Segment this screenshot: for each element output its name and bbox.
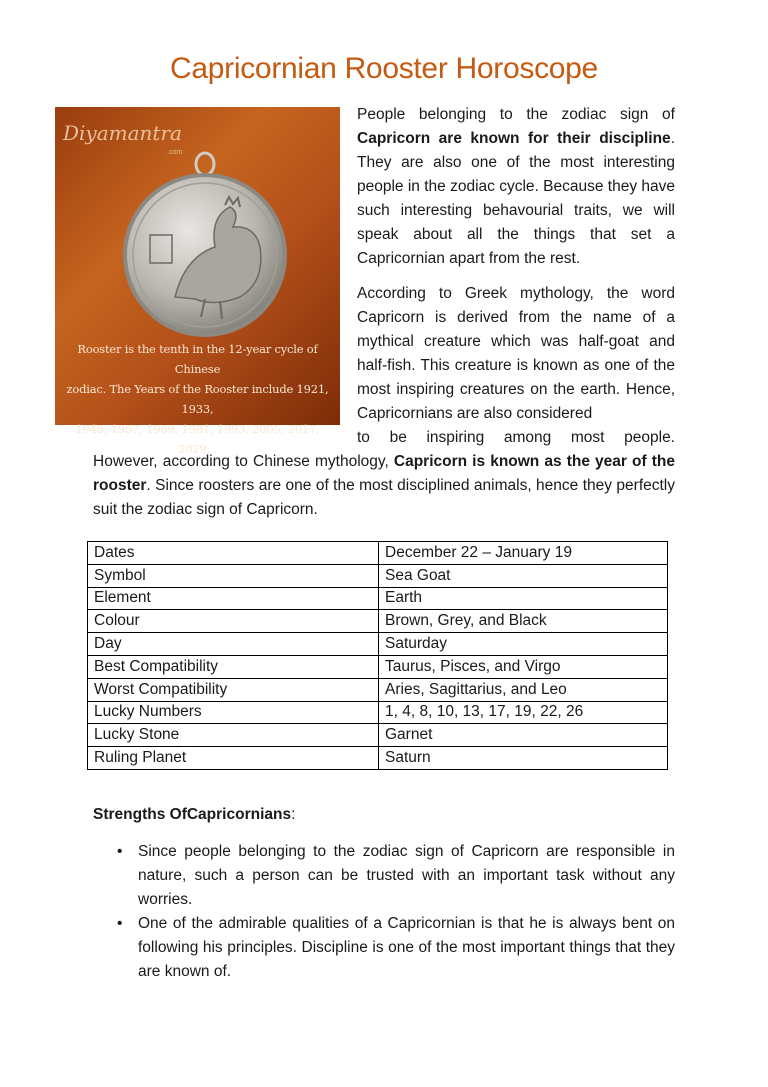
chinese-text-2: . Since roosters are one of the most disciplined animals, hence they perfectly suit the zodiac sign of Capricorn.: [93, 477, 675, 518]
chinese-text: However, according to Chinese mythology,: [93, 453, 394, 470]
table-row: [88, 610, 668, 633]
table-value: 1, 4, 8, 10, 13, 17, 19, 22, 26: [379, 701, 668, 724]
bullet-icon: •: [117, 843, 123, 860]
list-item-text: One of the admirable qualities of a Capricornian is that he is always bent on following his principles. Discipline is one of the most important things that they are known of.: [138, 915, 675, 980]
image-caption: [55, 339, 340, 459]
table-value: Garnet: [379, 724, 668, 747]
intro-text: People belonging to the zodiac sign of: [357, 106, 675, 123]
table-label: Element: [88, 587, 379, 610]
table-value: December 22 – January 19: [379, 542, 668, 565]
table-row: [88, 724, 668, 747]
horoscope-table: [87, 541, 668, 770]
table-label: Day: [88, 633, 379, 656]
table-row: [88, 678, 668, 701]
caption-line: 1945, 1957, 1969, 1981, 1993, 2005, 2017, 2029...: [75, 422, 320, 456]
table-value: Sea Goat: [379, 564, 668, 587]
table-label: Worst Compatibility: [88, 678, 379, 701]
strengths-heading-text: Strengths OfCapricornians: [93, 806, 292, 823]
list-item: [93, 912, 675, 984]
table-value: Aries, Sagittarius, and Leo: [379, 678, 668, 701]
table-row: [88, 655, 668, 678]
table-value: Brown, Grey, and Black: [379, 610, 668, 633]
intro-text-2: . They are also one of the most interesting people in the zodiac cycle. Because they have such interesting behavourial traits, we will speak about all the things that set a Capricornian apart from the rest.: [357, 130, 675, 267]
table-label: Colour: [88, 610, 379, 633]
table-label: Ruling Planet: [88, 747, 379, 770]
table-row: [88, 542, 668, 565]
greek-last-line: to be inspiring among most people.: [357, 429, 675, 446]
table-label: Lucky Numbers: [88, 701, 379, 724]
rooster-coin-image: [55, 107, 340, 456]
greek-mythology-paragraph: [357, 282, 675, 450]
table-label: Symbol: [88, 564, 379, 587]
logo-text: Diyamantra: [63, 121, 182, 145]
logo-subtext: .com: [167, 149, 183, 156]
strengths-colon: :: [291, 806, 296, 823]
table-label: Lucky Stone: [88, 724, 379, 747]
table-value: Saturn: [379, 747, 668, 770]
list-item-text: Since people belonging to the zodiac sign of Capricorn are responsible in nature, such a person can be trusted with an important task without any worries.: [138, 843, 675, 908]
table-row: [88, 747, 668, 770]
table-row: [88, 633, 668, 656]
table-label: Dates: [88, 542, 379, 565]
table-value: Taurus, Pisces, and Virgo: [379, 655, 668, 678]
table-row: [88, 701, 668, 724]
table-value: Earth: [379, 587, 668, 610]
chinese-bold: Capricorn is known as the year of the rooster: [93, 453, 675, 494]
bullet-icon: •: [117, 915, 123, 932]
caption-line: Rooster is the tenth in the 12-year cycle of Chinese: [77, 342, 318, 376]
chinese-mythology-paragraph: [93, 450, 675, 522]
page-title: Capricornian Rooster Horoscope: [170, 52, 598, 85]
table-row: [88, 587, 668, 610]
strengths-heading: [93, 806, 295, 824]
list-item: [93, 840, 675, 912]
table-value: Saturday: [379, 633, 668, 656]
table-row: [88, 564, 668, 587]
intro-paragraph: [357, 103, 675, 271]
intro-bold: Capricorn are known for their discipline: [357, 130, 671, 147]
strengths-list: [93, 840, 675, 984]
table-label: Best Compatibility: [88, 655, 379, 678]
caption-line: zodiac. The Years of the Rooster include 1921, 1933,: [66, 382, 329, 416]
greek-text: According to Greek mythology, the word Capricorn is derived from the name of a mythical creature which was half-goat and half-fish. This creature is known as one of the most inspiring creatures on the earth. Hence, Capricornians are also considered: [357, 285, 675, 422]
